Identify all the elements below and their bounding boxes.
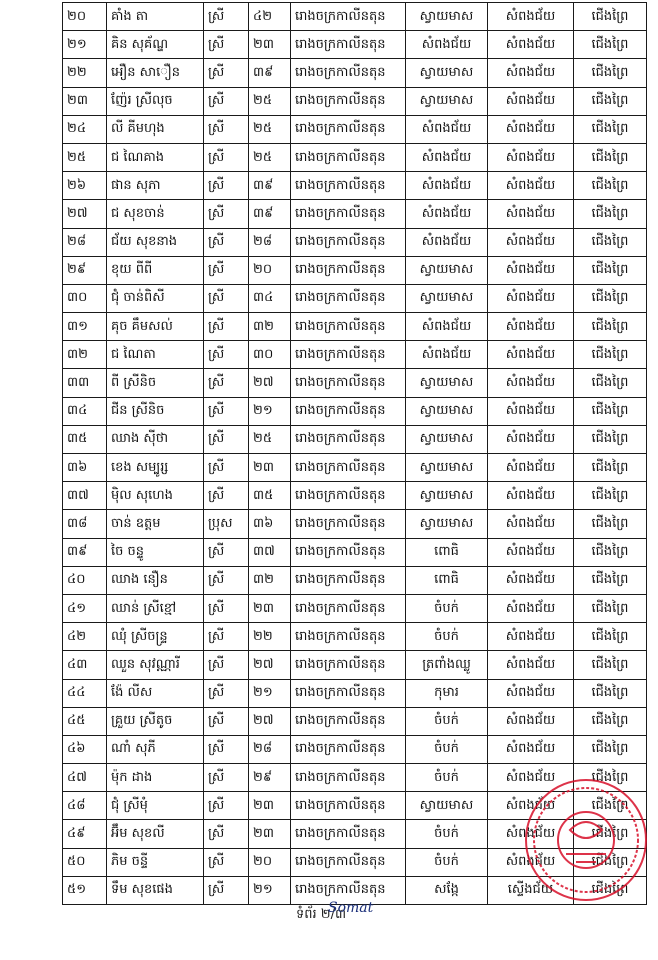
village-cell: ចំបក់ — [406, 820, 488, 848]
person-name-cell: គុច គឹមសល់ — [107, 313, 204, 341]
commune-cell: សំពងជ័យ — [488, 510, 574, 538]
village-cell: ស្វាយមាស — [406, 425, 488, 453]
row-number-cell: ២៤ — [63, 115, 107, 143]
gender-cell: ស្រី — [204, 313, 249, 341]
row-number-cell: ៣៦ — [63, 454, 107, 482]
gender-cell: ស្រី — [204, 651, 249, 679]
table-row — [63, 425, 647, 453]
row-number-cell: ៥១ — [63, 876, 107, 904]
age-cell: ២៥ — [249, 425, 291, 453]
village-cell: សំពងជ័យ — [406, 31, 488, 59]
district-cell: ជើងព្រៃ — [574, 566, 647, 594]
person-name-cell: ចៃ ចន្ទូ — [107, 538, 204, 566]
age-cell: ៤២ — [249, 3, 291, 31]
gender-cell: ស្រី — [204, 425, 249, 453]
table-row — [63, 397, 647, 425]
age-cell: ២១ — [249, 876, 291, 904]
age-cell: ៣៤ — [249, 284, 291, 312]
table-row — [63, 482, 647, 510]
factory-name-cell: រោងចក្រកាលីនតុន — [291, 566, 406, 594]
row-number-cell: ៤០ — [63, 566, 107, 594]
table-row — [63, 256, 647, 284]
table-row — [63, 651, 647, 679]
row-number-cell: ៤៧ — [63, 764, 107, 792]
table-row — [63, 115, 647, 143]
gender-cell: ស្រី — [204, 256, 249, 284]
gender-cell: ស្រី — [204, 228, 249, 256]
age-cell: ២៨ — [249, 228, 291, 256]
factory-name-cell: រោងចក្រកាលីនតុន — [291, 172, 406, 200]
commune-cell: សំពងជ័យ — [488, 482, 574, 510]
village-cell: ចំបក់ — [406, 848, 488, 876]
row-number-cell: ២៨ — [63, 228, 107, 256]
person-name-cell: ឈួន សុវណ្ណារី — [107, 651, 204, 679]
commune-cell: សំពងជ័យ — [488, 679, 574, 707]
age-cell: ២៣ — [249, 820, 291, 848]
gender-cell: ស្រី — [204, 87, 249, 115]
person-name-cell: ណាំ សុភី — [107, 735, 204, 763]
district-cell: ជើងព្រៃ — [574, 848, 647, 876]
table-row — [63, 313, 647, 341]
district-cell: ជើងព្រៃ — [574, 820, 647, 848]
table-row — [63, 172, 647, 200]
person-name-cell: ឈាង ស៊ីថា — [107, 425, 204, 453]
age-cell: ៣៧ — [249, 538, 291, 566]
gender-cell: ស្រី — [204, 623, 249, 651]
factory-name-cell: រោងចក្រកាលីនតុន — [291, 397, 406, 425]
gender-cell: ស្រី — [204, 707, 249, 735]
gender-cell: ស្រី — [204, 59, 249, 87]
factory-name-cell: រោងចក្រកាលីនតុន — [291, 482, 406, 510]
gender-cell: ស្រី — [204, 172, 249, 200]
village-cell: សំពងជ័យ — [406, 172, 488, 200]
row-number-cell: ៣៩ — [63, 538, 107, 566]
table-row — [63, 594, 647, 622]
row-number-cell: ៤២ — [63, 623, 107, 651]
village-cell: ស្វាយមាស — [406, 59, 488, 87]
commune-cell: សំពងជ័យ — [488, 454, 574, 482]
age-cell: ២៩ — [249, 764, 291, 792]
district-cell: ជើងព្រៃ — [574, 876, 647, 904]
row-number-cell: ៤៥ — [63, 707, 107, 735]
gender-cell: ស្រី — [204, 594, 249, 622]
gender-cell: ស្រី — [204, 820, 249, 848]
factory-name-cell: រោងចក្រកាលីនតុន — [291, 200, 406, 228]
gender-cell: ស្រី — [204, 397, 249, 425]
age-cell: ៣៩ — [249, 59, 291, 87]
table-row — [63, 31, 647, 59]
village-cell: សំពងជ័យ — [406, 143, 488, 171]
factory-name-cell: រោងចក្រកាលីនតុន — [291, 820, 406, 848]
row-number-cell: ៣០ — [63, 284, 107, 312]
table-row — [63, 679, 647, 707]
commune-cell: សំពងជ័យ — [488, 228, 574, 256]
village-cell: ស្វាយមាស — [406, 397, 488, 425]
signature: Somat — [328, 900, 374, 916]
gender-cell: ស្រី — [204, 454, 249, 482]
district-cell: ជើងព្រៃ — [574, 764, 647, 792]
gender-cell: ស្រី — [204, 143, 249, 171]
village-cell: ពោធិ — [406, 566, 488, 594]
district-cell: ជើងព្រៃ — [574, 397, 647, 425]
row-number-cell: ២០ — [63, 3, 107, 31]
village-cell: ស្វាយមាស — [406, 510, 488, 538]
commune-cell: សំពងជ័យ — [488, 820, 574, 848]
row-number-cell: ២៦ — [63, 172, 107, 200]
district-cell: ជើងព្រៃ — [574, 651, 647, 679]
village-cell: ស្វាយមាស — [406, 87, 488, 115]
commune-cell: សំពងជ័យ — [488, 651, 574, 679]
person-name-cell: ជ័យ សុខនាង — [107, 228, 204, 256]
age-cell: ៣២ — [249, 313, 291, 341]
district-cell: ជើងព្រៃ — [574, 313, 647, 341]
district-cell: ជើងព្រៃ — [574, 623, 647, 651]
person-name-cell: ម៉ិល សុហេង — [107, 482, 204, 510]
person-name-cell: គាំង តា — [107, 3, 204, 31]
district-cell: ជើងព្រៃ — [574, 341, 647, 369]
gender-cell: ស្រី — [204, 566, 249, 594]
row-number-cell: ៣៨ — [63, 510, 107, 538]
commune-cell: សំពងជ័យ — [488, 143, 574, 171]
commune-cell: សំពងជ័យ — [488, 848, 574, 876]
district-cell: ជើងព្រៃ — [574, 59, 647, 87]
commune-cell: សំពងជ័យ — [488, 115, 574, 143]
commune-cell: សំពងជ័យ — [488, 397, 574, 425]
district-cell: ជើងព្រៃ — [574, 679, 647, 707]
gender-cell: ស្រី — [204, 538, 249, 566]
village-cell: កុមារ — [406, 679, 488, 707]
row-number-cell: ៤១ — [63, 594, 107, 622]
factory-name-cell: រោងចក្រកាលីនតុន — [291, 115, 406, 143]
factory-name-cell: រោងចក្រកាលីនតុន — [291, 538, 406, 566]
district-cell: ជើងព្រៃ — [574, 538, 647, 566]
factory-name-cell: រោងចក្រកាលីនតុន — [291, 425, 406, 453]
age-cell: ៣៩ — [249, 172, 291, 200]
village-cell: ចំបក់ — [406, 764, 488, 792]
district-cell: ជើងព្រៃ — [574, 482, 647, 510]
person-name-cell: ចាន់ ឧត្តម — [107, 510, 204, 538]
person-name-cell: លី គីមហុង — [107, 115, 204, 143]
village-cell: ចំបក់ — [406, 623, 488, 651]
commune-cell: សំពងជ័យ — [488, 256, 574, 284]
gender-cell: ស្រី — [204, 792, 249, 820]
age-cell: ២៨ — [249, 735, 291, 763]
factory-name-cell: រោងចក្រកាលីនតុន — [291, 341, 406, 369]
row-number-cell: ២៧ — [63, 200, 107, 228]
factory-name-cell: រោងចក្រកាលីនតុន — [291, 284, 406, 312]
commune-cell: សំពងជ័យ — [488, 538, 574, 566]
table-row — [63, 735, 647, 763]
district-cell: ជើងព្រៃ — [574, 87, 647, 115]
row-number-cell: ៥០ — [63, 848, 107, 876]
district-cell: ជើងព្រៃ — [574, 284, 647, 312]
person-name-cell: ឈុំ ស្រីចន្រ្ទ — [107, 623, 204, 651]
village-cell: ស្វាយមាស — [406, 454, 488, 482]
district-cell: ជើងព្រៃ — [574, 369, 647, 397]
village-cell: សំពងជ័យ — [406, 115, 488, 143]
village-cell: ស្វាយមាស — [406, 284, 488, 312]
commune-cell: សំពងជ័យ — [488, 59, 574, 87]
table-row — [63, 228, 647, 256]
person-name-cell: ឈាន់ ស្រីខ្មៅ — [107, 594, 204, 622]
commune-cell: សំពងជ័យ — [488, 735, 574, 763]
person-name-cell: ម៉ុក ដាង — [107, 764, 204, 792]
commune-cell: សំពងជ័យ — [488, 425, 574, 453]
gender-cell: ស្រី — [204, 482, 249, 510]
table-row — [63, 200, 647, 228]
row-number-cell: ៤៣ — [63, 651, 107, 679]
commune-cell: សំពងជ័យ — [488, 284, 574, 312]
age-cell: ២៧ — [249, 707, 291, 735]
person-name-cell: ផាន សុភា — [107, 172, 204, 200]
village-cell: សំពងជ័យ — [406, 341, 488, 369]
village-cell: ស្វាយមាស — [406, 256, 488, 284]
commune-cell: សំពងជ័យ — [488, 566, 574, 594]
district-cell: ជើងព្រៃ — [574, 172, 647, 200]
commune-cell: សំពងជ័យ — [488, 623, 574, 651]
table-row — [63, 566, 647, 594]
age-cell: ២០ — [249, 256, 291, 284]
district-cell: ជើងព្រៃ — [574, 735, 647, 763]
table-row — [63, 510, 647, 538]
age-cell: ២៣ — [249, 594, 291, 622]
person-name-cell: ទឹម សុខផេង — [107, 876, 204, 904]
gender-cell: ស្រី — [204, 115, 249, 143]
gender-cell: ស្រី — [204, 764, 249, 792]
district-cell: ជើងព្រៃ — [574, 115, 647, 143]
gender-cell: ស្រី — [204, 679, 249, 707]
factory-name-cell: រោងចក្រកាលីនតុន — [291, 228, 406, 256]
person-name-cell: គិន សុគ័ណ្ឌ — [107, 31, 204, 59]
table-row — [63, 707, 647, 735]
age-cell: ៣៦ — [249, 510, 291, 538]
factory-name-cell: រោងចក្រកាលីនតុន — [291, 31, 406, 59]
factory-name-cell: រោងចក្រកាលីនតុន — [291, 143, 406, 171]
age-cell: ២៥ — [249, 143, 291, 171]
gender-cell: ស្រី — [204, 735, 249, 763]
table-row — [63, 623, 647, 651]
district-cell: ជើងព្រៃ — [574, 454, 647, 482]
table-row — [63, 3, 647, 31]
gender-cell: ស្រី — [204, 284, 249, 312]
village-cell: ចំបក់ — [406, 594, 488, 622]
age-cell: ២១ — [249, 397, 291, 425]
factory-name-cell: រោងចក្រកាលីនតុន — [291, 3, 406, 31]
factory-name-cell: រោងចក្រកាលីនតុន — [291, 735, 406, 763]
gender-cell: ស្រី — [204, 31, 249, 59]
district-cell: ជើងព្រៃ — [574, 143, 647, 171]
commune-cell: សំពងជ័យ — [488, 369, 574, 397]
factory-name-cell: រោងចក្រកាលីនតុន — [291, 848, 406, 876]
factory-name-cell: រោងចក្រកាលីនតុន — [291, 651, 406, 679]
village-cell: ចំបក់ — [406, 735, 488, 763]
age-cell: ៣៩ — [249, 200, 291, 228]
age-cell: ២៥ — [249, 87, 291, 115]
gender-cell: ស្រី — [204, 369, 249, 397]
age-cell: ២៣ — [249, 792, 291, 820]
commune-cell: សំពងជ័យ — [488, 172, 574, 200]
factory-name-cell: រោងចក្រកាលីនតុន — [291, 59, 406, 87]
factory-name-cell: រោងចក្រកាលីនតុន — [291, 594, 406, 622]
factory-name-cell: រោងចក្រកាលីនតុន — [291, 679, 406, 707]
age-cell: ៣៥ — [249, 482, 291, 510]
person-name-cell: ភិម ចន្ទី — [107, 848, 204, 876]
table-row — [63, 59, 647, 87]
commune-cell: សំពងជ័យ — [488, 87, 574, 115]
person-name-cell: ខុយ ពីពី — [107, 256, 204, 284]
person-name-cell: ពី ស្រីនិច — [107, 369, 204, 397]
gender-cell: ស្រី — [204, 200, 249, 228]
age-cell: ២១ — [249, 679, 291, 707]
village-cell: សំពងជ័យ — [406, 313, 488, 341]
factory-name-cell: រោងចក្រកាលីនតុន — [291, 623, 406, 651]
row-number-cell: ៣៣ — [63, 369, 107, 397]
village-cell: ស្វាយមាស — [406, 369, 488, 397]
district-cell: ជើងព្រៃ — [574, 425, 647, 453]
village-cell: ស្វាយមាស — [406, 482, 488, 510]
district-cell: ជើងព្រៃ — [574, 3, 647, 31]
row-number-cell: ៤៨ — [63, 792, 107, 820]
table-row — [63, 454, 647, 482]
person-name-cell: ខេង សម្បូរ្ស — [107, 454, 204, 482]
person-name-cell: ជ សុខចាន់ — [107, 200, 204, 228]
row-number-cell: ៤៦ — [63, 735, 107, 763]
person-name-cell: ជុំ ស្រីមុំ — [107, 792, 204, 820]
table-row — [63, 538, 647, 566]
district-cell: ជើងព្រៃ — [574, 510, 647, 538]
village-cell: សំពងជ័យ — [406, 228, 488, 256]
factory-name-cell: រោងចក្រកាលីនតុន — [291, 510, 406, 538]
person-name-cell: ឈាង នឿន — [107, 566, 204, 594]
factory-name-cell: រោងចក្រកាលីនតុន — [291, 707, 406, 735]
person-name-cell: ជីន ស្រីនិច — [107, 397, 204, 425]
district-cell: ជើងព្រៃ — [574, 594, 647, 622]
factory-name-cell: រោងចក្រកាលីនតុន — [291, 792, 406, 820]
factory-name-cell: រោងចក្រកាលីនតុន — [291, 369, 406, 397]
district-cell: ជើងព្រៃ — [574, 256, 647, 284]
commune-cell: សំពងជ័យ — [488, 200, 574, 228]
row-number-cell: ៣១ — [63, 313, 107, 341]
district-cell: ជើងព្រៃ — [574, 228, 647, 256]
village-cell: ស្វាយមាស — [406, 792, 488, 820]
commune-cell: សំពងជ័យ — [488, 764, 574, 792]
factory-name-cell: រោងចក្រកាលីនតុន — [291, 256, 406, 284]
table-row — [63, 87, 647, 115]
row-number-cell: ៣៥ — [63, 425, 107, 453]
village-cell: សំពងជ័យ — [406, 200, 488, 228]
gender-cell: ស្រី — [204, 848, 249, 876]
age-cell: ២២ — [249, 623, 291, 651]
page-number: ទំព័រ ២/៣ — [296, 907, 347, 922]
village-cell: ត្រពាំងឈ្លូ — [406, 651, 488, 679]
factory-name-cell: រោងចក្រកាលីនតុន — [291, 87, 406, 115]
person-name-cell: ញ៉ែរ ស្រីលុច — [107, 87, 204, 115]
district-cell: ជើងព្រៃ — [574, 707, 647, 735]
age-cell: ២៥ — [249, 115, 291, 143]
factory-name-cell: រោងចក្រកាលីនតុន — [291, 313, 406, 341]
district-cell: ជើងព្រៃ — [574, 31, 647, 59]
table-row — [63, 341, 647, 369]
table-row — [63, 369, 647, 397]
district-cell: ជើងព្រៃ — [574, 200, 647, 228]
factory-name-cell: រោងចក្រកាលីនតុន — [291, 876, 406, 904]
village-cell: សង្កែ — [406, 876, 488, 904]
row-number-cell: ២២ — [63, 59, 107, 87]
gender-cell: ស្រី — [204, 876, 249, 904]
commune-cell: សំពងជ័យ — [488, 341, 574, 369]
village-cell: ស្វាយមាស — [406, 3, 488, 31]
commune-cell: សំពងជ័យ — [488, 3, 574, 31]
person-name-cell: ជុំ ចាន់ពិសី — [107, 284, 204, 312]
row-number-cell: ២៥ — [63, 143, 107, 171]
age-cell: ២៧ — [249, 651, 291, 679]
table-row — [63, 143, 647, 171]
commune-cell: សំពងជ័យ — [488, 31, 574, 59]
person-name-cell: គ្រួយ ស្រីតូច — [107, 707, 204, 735]
row-number-cell: ៣២ — [63, 341, 107, 369]
commune-cell: សំពងជ័យ — [488, 594, 574, 622]
age-cell: ៣២ — [249, 566, 291, 594]
gender-cell: ស្រី — [204, 3, 249, 31]
age-cell: ២៣ — [249, 31, 291, 59]
age-cell: ២៧ — [249, 369, 291, 397]
commune-cell: សំពងជ័យ — [488, 707, 574, 735]
person-name-cell: ជ ណៃតា — [107, 341, 204, 369]
row-number-cell: ២៩ — [63, 256, 107, 284]
age-cell: ៣០ — [249, 341, 291, 369]
age-cell: ២៣ — [249, 454, 291, 482]
table-row — [63, 284, 647, 312]
gender-cell: ប្រុស — [204, 510, 249, 538]
age-cell: ២០ — [249, 848, 291, 876]
person-name-cell: អឿន សាឿន — [107, 59, 204, 87]
official-stamp-icon — [520, 770, 652, 910]
commune-cell: សំពងជ័យ — [488, 313, 574, 341]
person-name-cell: អ៊ឹម សុខលី — [107, 820, 204, 848]
row-number-cell: ៣៤ — [63, 397, 107, 425]
commune-cell: សំពងជ័យ — [488, 792, 574, 820]
village-cell: ចំបក់ — [406, 707, 488, 735]
row-number-cell: ៤៩ — [63, 820, 107, 848]
village-cell: ពោធិ — [406, 538, 488, 566]
person-name-cell: ង៉ែ លីស — [107, 679, 204, 707]
factory-name-cell: រោងចក្រកាលីនតុន — [291, 454, 406, 482]
commune-cell: ស្ទើងជ័យ — [488, 876, 574, 904]
person-name-cell: ជ ណៃគាង — [107, 143, 204, 171]
row-number-cell: ៤៤ — [63, 679, 107, 707]
gender-cell: ស្រី — [204, 341, 249, 369]
row-number-cell: ៣៧ — [63, 482, 107, 510]
row-number-cell: ២៣ — [63, 87, 107, 115]
row-number-cell: ២១ — [63, 31, 107, 59]
factory-name-cell: រោងចក្រកាលីនតុន — [291, 764, 406, 792]
district-cell: ជើងព្រៃ — [574, 792, 647, 820]
